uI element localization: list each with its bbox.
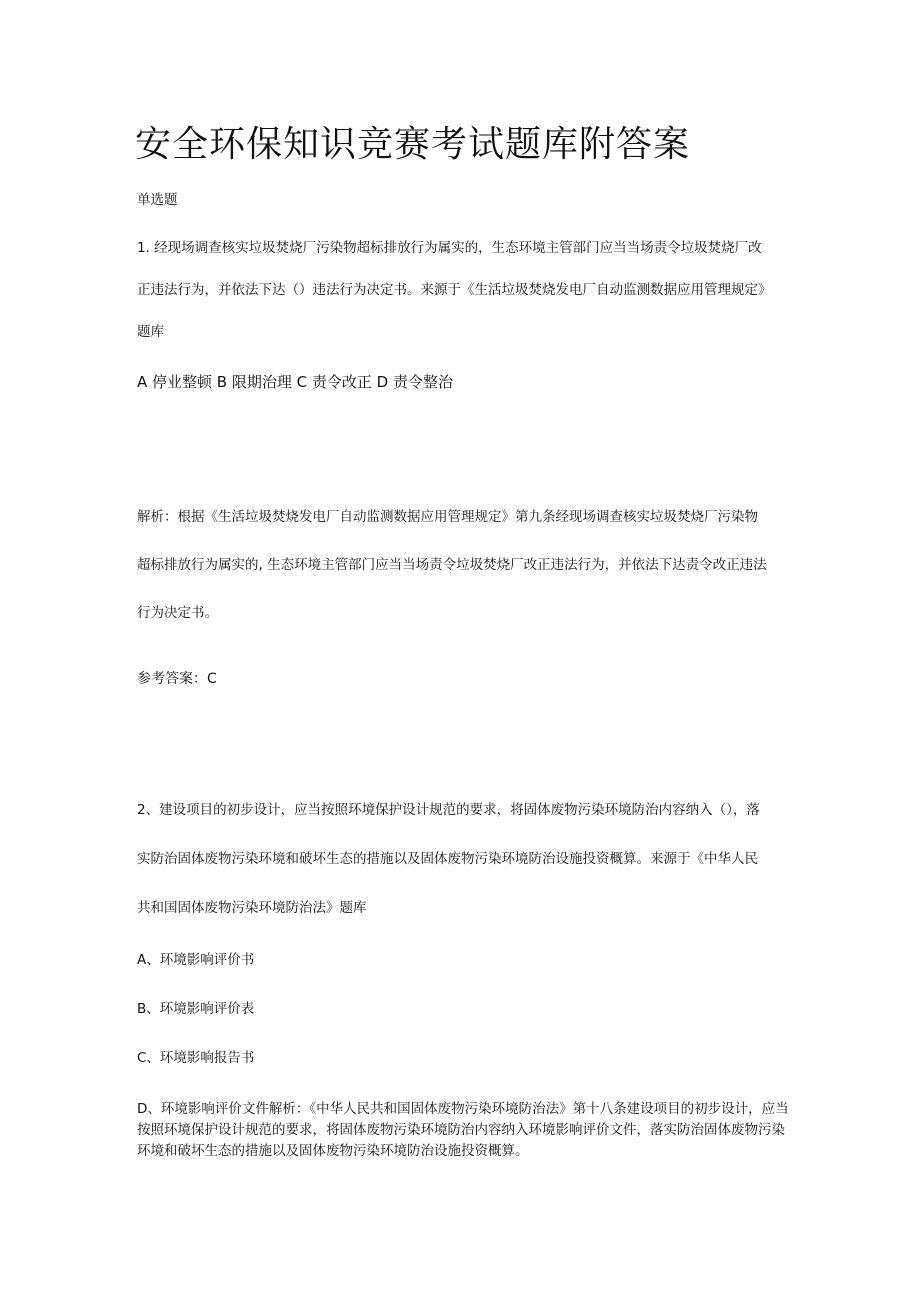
q2-option-c: C、环境影响报告书 bbox=[137, 1050, 255, 1066]
document-title: 安全环保知识竞赛考试题库附答案 bbox=[135, 124, 691, 165]
q2-option-b: B、环境影响评价表 bbox=[137, 1001, 255, 1017]
q1-text-line-2: 正违法行为，并依法下达（）违法行为决定书。来源于《生活垃圾焚烧发电厂自动监测数据应用管理规定》 bbox=[137, 282, 772, 298]
section-heading: 单选题 bbox=[137, 192, 178, 208]
q2-text-line-1: 2、建设项目的初步设计，应当按照环境保护设计规范的要求，将固体废物污染环境防治内容纳入（），落 bbox=[137, 802, 760, 818]
q2-option-d-analysis: D、环境影响评价文件解析：《中华人民共和国固体废物污染环境防治法》第十八条建设项目的初步设计，应当按照环境保护设计规范的要求，将固体废物污染环境防治内容纳入环境影响评价文件，落实防治固体废物污染环境和破坏生态的措施以及固体废物污染环境防治设施投资概算。 bbox=[137, 1101, 789, 1159]
q2-option-a: A、环境影响评价书 bbox=[137, 952, 255, 968]
q1-analysis-line-1: 解析：根据《生活垃圾焚烧发电厂自动监测数据应用管理规定》第九条经现场调查核实垃圾焚烧厂污染物 bbox=[137, 509, 758, 525]
q1-text-line-1: 1. 经现场调查核实垃圾焚烧厂污染物超标排放行为属实的，生态环境主管部门应当当场责令垃圾焚烧厂改 bbox=[137, 240, 762, 256]
q2-text-line-3: 共和国固体废物污染环境防治法》题库 bbox=[137, 900, 367, 916]
q1-analysis-line-3: 行为决定书。 bbox=[137, 605, 218, 621]
q1-text-line-3: 题库 bbox=[137, 324, 164, 340]
q1-options: A 停业整顿 B 限期治理 C 责令改正 D 责令整治 bbox=[137, 373, 453, 391]
q1-analysis-line-2: 超标排放行为属实的, 生态环境主管部门应当当场责令垃圾焚烧厂改正违法行为，并依法下达责令改正违法 bbox=[137, 557, 767, 573]
q2-text-line-2: 实防治固体废物污染环境和破坏生态的措施以及固体废物污染环境防治设施投资概算。来源于《中华人民 bbox=[137, 851, 758, 867]
q1-answer: 参考答案：C bbox=[137, 671, 217, 687]
